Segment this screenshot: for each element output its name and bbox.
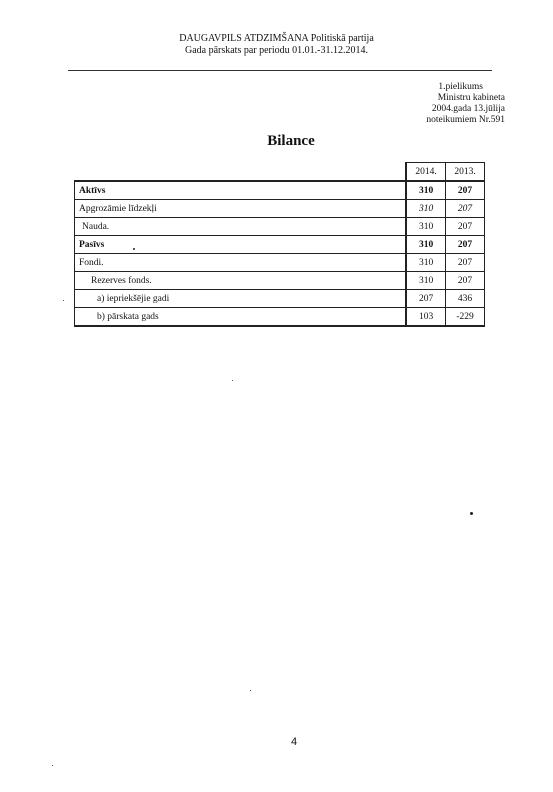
value-2014: 310 bbox=[406, 236, 445, 254]
document-header bbox=[0, 33, 553, 57]
row-label: Apgrozāmie līdzekļi bbox=[75, 200, 407, 218]
row-label: Rezerves fonds. bbox=[75, 272, 407, 290]
row-label: Nauda. bbox=[75, 218, 407, 236]
page-number: 4 bbox=[290, 736, 298, 748]
value-2014: 103 bbox=[406, 308, 445, 327]
value-2013: 207 bbox=[446, 272, 485, 290]
column-header-2014: 2014. bbox=[406, 163, 445, 182]
table-row bbox=[75, 181, 485, 200]
row-label: Fondi. bbox=[75, 254, 407, 272]
value-2014: 310 bbox=[406, 200, 445, 218]
value-2013: 207 bbox=[446, 218, 485, 236]
scan-speck bbox=[52, 765, 53, 766]
value-2014: 310 bbox=[406, 254, 445, 272]
report-period-line: Gada pārskats par periodu 01.01.-31.12.2014. bbox=[184, 45, 368, 56]
table-row bbox=[75, 236, 485, 254]
scan-speck bbox=[250, 690, 251, 691]
value-2014: 207 bbox=[406, 290, 445, 308]
value-2013: 207 bbox=[446, 254, 485, 272]
header-divider bbox=[68, 70, 492, 71]
table-header-row bbox=[75, 163, 485, 182]
value-2014: 310 bbox=[406, 218, 445, 236]
table-row bbox=[75, 290, 485, 308]
row-label: Pasīvs bbox=[75, 236, 407, 254]
table-row bbox=[75, 218, 485, 236]
appendix-date: 2004.gada 13.jūlija bbox=[431, 104, 505, 114]
value-2013: 436 bbox=[446, 290, 485, 308]
scan-speck bbox=[470, 512, 473, 515]
column-header-2013: 2013. bbox=[446, 163, 485, 182]
party-name-line: DAUGAVPILS ATDZIMŠANA Politiskā partija bbox=[179, 33, 374, 44]
value-2013: 207 bbox=[446, 236, 485, 254]
value-2014: 310 bbox=[406, 181, 445, 200]
page-title: Bilance bbox=[267, 133, 315, 149]
appendix-number: 1.pielikums bbox=[438, 82, 483, 92]
scan-speck bbox=[232, 380, 233, 381]
value-2014: 310 bbox=[406, 272, 445, 290]
value-2013: 207 bbox=[446, 181, 485, 200]
row-label: Aktīvs bbox=[75, 181, 407, 200]
table-row bbox=[75, 200, 485, 218]
row-label: b) pārskata gads bbox=[75, 308, 407, 327]
table-row bbox=[75, 272, 485, 290]
balance-table bbox=[74, 162, 485, 327]
appendix-issuer: Ministru kabineta bbox=[437, 93, 505, 103]
appendix-reference bbox=[426, 82, 505, 126]
scan-speck bbox=[133, 248, 135, 250]
value-2013: 207 bbox=[446, 200, 485, 218]
scan-speck bbox=[63, 300, 64, 301]
row-label: a) iepriekšējie gadi bbox=[75, 290, 407, 308]
table-row bbox=[75, 254, 485, 272]
table-header-blank bbox=[75, 163, 407, 182]
appendix-regulation: noteikumiem Nr.591 bbox=[426, 115, 505, 125]
value-2013: -229 bbox=[446, 308, 485, 327]
table-row bbox=[75, 308, 485, 327]
